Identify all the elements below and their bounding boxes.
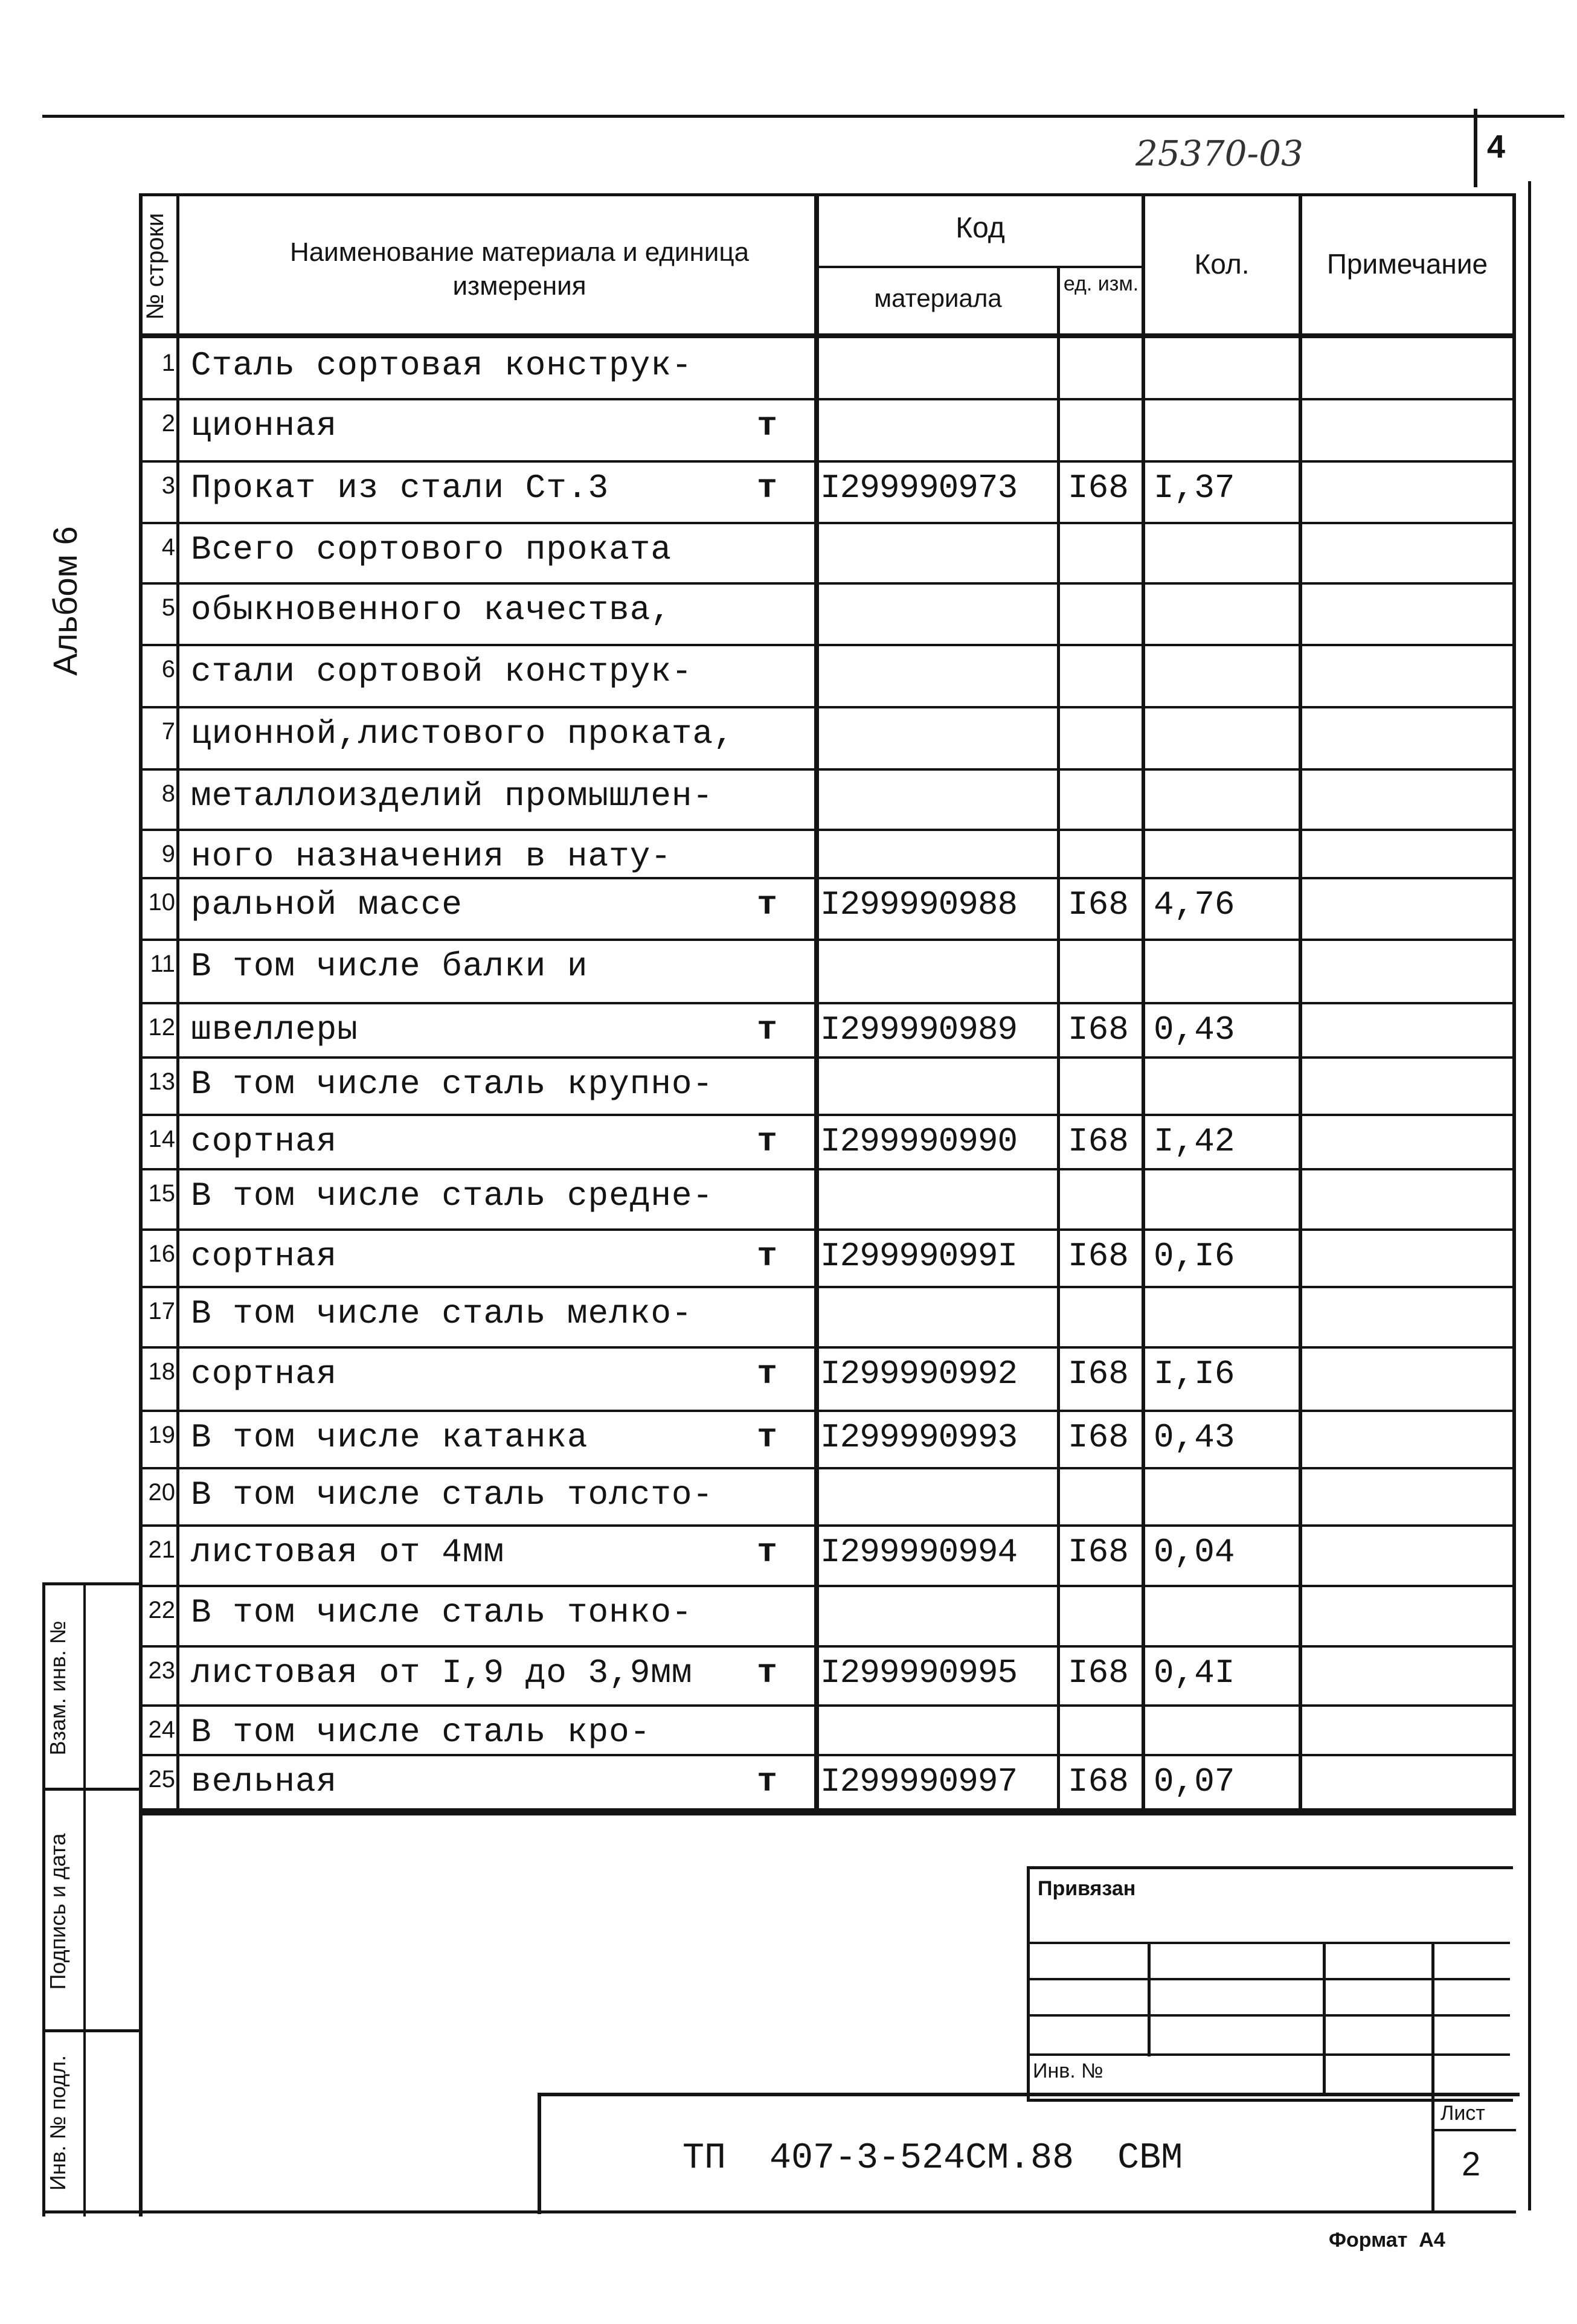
row-separator — [139, 1002, 1516, 1004]
format-label: Формат А4 — [1329, 2229, 1445, 2252]
table-row — [139, 1172, 1516, 1220]
material-code: I299990993 — [820, 1418, 1018, 1457]
table-row — [139, 832, 1516, 881]
material-name: металлоизделий промышлен- — [191, 777, 714, 815]
material-name: В том числе сталь мелко- — [191, 1294, 693, 1333]
material-code: I299990995 — [820, 1654, 1018, 1692]
material-code: I299990988 — [820, 885, 1018, 924]
right-edge-line — [1528, 181, 1531, 2210]
table-row — [139, 1289, 1516, 1338]
table-row — [139, 772, 1516, 820]
unit: т — [757, 1010, 777, 1049]
quantity: I,I6 — [1154, 1355, 1235, 1393]
materials-table — [139, 193, 1516, 1812]
material-name: В том числе катанка — [191, 1418, 588, 1457]
row-number: 23 — [148, 1657, 175, 1684]
quantity: 0,07 — [1154, 1762, 1235, 1801]
row-separator — [139, 460, 1516, 463]
table-row — [139, 1117, 1516, 1166]
row-separator — [139, 1754, 1516, 1756]
material-name: В том числе балки и — [191, 947, 588, 986]
col-header-note: Примечание — [1326, 248, 1488, 280]
sheet-label: Лист — [1440, 2102, 1485, 2125]
row-separator — [139, 1346, 1516, 1349]
row-number: 19 — [148, 1422, 175, 1448]
quantity: 0,I6 — [1154, 1237, 1235, 1276]
row-separator — [139, 1168, 1516, 1170]
row-number: 14 — [148, 1126, 175, 1152]
stamp-strip-sep-1 — [42, 1582, 139, 1585]
sheet-number: 2 — [1462, 2145, 1481, 2183]
material-name: стали сортовой конструк- — [191, 652, 693, 691]
table-row — [139, 1649, 1516, 1697]
table-row — [139, 1471, 1516, 1519]
material-name: ционная — [191, 406, 338, 445]
material-name: Всего сортового проката — [191, 530, 672, 569]
quantity: 0,43 — [1154, 1418, 1235, 1457]
row-separator — [139, 706, 1516, 708]
unit-code: I68 — [1068, 1122, 1129, 1161]
row-number: 8 — [161, 780, 175, 807]
stamp-replaced-inv: Взам. инв. № — [45, 1620, 70, 1756]
table-row — [139, 464, 1516, 512]
row-number: 15 — [148, 1180, 175, 1207]
unit: т — [757, 1533, 777, 1571]
table-row — [139, 1232, 1516, 1280]
material-name: ральной массе — [191, 885, 463, 924]
material-name: вельная — [191, 1762, 338, 1801]
unit: т — [757, 1418, 777, 1457]
col-header-unit-code: ед. изм. — [1063, 272, 1139, 295]
row-separator — [139, 1228, 1516, 1231]
unit-code: I68 — [1068, 1237, 1129, 1276]
top-rule — [42, 115, 1564, 118]
table-row — [139, 1708, 1516, 1756]
material-name: обыкновенного качества, — [191, 591, 672, 629]
material-name: сортная — [191, 1237, 338, 1276]
unit-code: I68 — [1068, 1762, 1129, 1801]
table-row — [139, 647, 1516, 696]
row-number: 25 — [148, 1766, 175, 1793]
row-number: 7 — [161, 718, 175, 745]
unit-code: I68 — [1068, 1533, 1129, 1571]
unit: т — [757, 469, 777, 507]
table-row — [139, 402, 1516, 450]
material-name: швеллеры — [191, 1010, 358, 1049]
row-separator — [139, 1410, 1516, 1412]
document-code: ТП 407-3-524СМ.88 СВМ — [683, 2138, 1183, 2179]
album-label: Альбом 6 — [46, 526, 84, 676]
row-number: 5 — [161, 594, 175, 621]
material-code: I299990997 — [820, 1762, 1018, 1801]
quantity: I,37 — [1154, 469, 1235, 507]
unit: т — [757, 885, 777, 924]
material-name: Прокат из стали Ст.3 — [191, 469, 609, 507]
unit-code: I68 — [1068, 469, 1129, 507]
unit: т — [757, 406, 777, 445]
table-row — [139, 1757, 1516, 1806]
material-name: В том числе сталь крупно- — [191, 1065, 714, 1103]
row-separator — [139, 1114, 1516, 1116]
row-separator — [139, 1585, 1516, 1587]
material-name: сортная — [191, 1122, 338, 1161]
row-number: 20 — [148, 1479, 175, 1506]
table-row — [139, 1350, 1516, 1398]
stamp-strip-inner — [83, 1582, 86, 2216]
stamp-signature-date: Подпись и дата — [45, 1833, 70, 1990]
row-separator — [139, 877, 1516, 879]
row-number: 12 — [148, 1014, 175, 1041]
row-number: 3 — [161, 472, 175, 499]
row-number: 4 — [161, 534, 175, 560]
title-block-top — [139, 1812, 1516, 1815]
row-separator — [139, 582, 1516, 585]
inv-label: Инв. № — [1033, 2059, 1103, 2082]
table-row — [139, 1006, 1516, 1054]
table-row — [139, 586, 1516, 634]
unit: т — [757, 1654, 777, 1692]
row-separator — [139, 768, 1516, 771]
material-code: I299990989 — [820, 1010, 1018, 1049]
row-separator — [139, 644, 1516, 646]
unit: т — [757, 1237, 777, 1276]
row-number: 11 — [150, 951, 175, 977]
row-separator — [139, 1467, 1516, 1469]
col-header-material-code: материала — [874, 284, 1002, 312]
unit-code: I68 — [1068, 1010, 1129, 1049]
row-number: 9 — [161, 841, 175, 867]
material-name: В том числе сталь тонко- — [191, 1593, 693, 1632]
row-number: 16 — [148, 1241, 175, 1267]
row-separator — [139, 398, 1516, 400]
row-separator — [139, 522, 1516, 524]
table-row — [139, 881, 1516, 929]
row-separator — [139, 1524, 1516, 1527]
col-header-code-group: Код — [956, 212, 1005, 244]
table-row — [139, 1413, 1516, 1462]
row-number: 17 — [148, 1298, 175, 1324]
unit-code: I68 — [1068, 1654, 1129, 1692]
row-separator — [139, 1808, 1516, 1811]
row-number: 18 — [148, 1358, 175, 1385]
table-row — [139, 942, 1516, 990]
corner-box-divider — [1474, 109, 1477, 187]
quantity: 0,43 — [1154, 1010, 1235, 1049]
material-name: листовая от 4мм — [191, 1533, 505, 1571]
row-number: 24 — [148, 1716, 175, 1743]
quantity: 4,76 — [1154, 885, 1235, 924]
unit-code: I68 — [1068, 885, 1129, 924]
material-name: В том числе сталь кро- — [191, 1713, 651, 1751]
table-row — [139, 1528, 1516, 1576]
unit: т — [757, 1762, 777, 1801]
table-row — [139, 525, 1516, 574]
stamp-inv-original: Инв. № подл. — [45, 2055, 70, 2191]
row-number: 21 — [148, 1536, 175, 1563]
col-header-row-no: № строки — [142, 213, 169, 320]
row-number: 13 — [148, 1068, 175, 1095]
material-code: I299990994 — [820, 1533, 1018, 1571]
material-name: листовая от I,9 до 3,9мм — [191, 1654, 693, 1692]
row-number: 1 — [161, 350, 175, 376]
material-code: I29999099I — [820, 1237, 1018, 1276]
bottom-rule — [42, 2210, 1516, 2213]
material-name: сортная — [191, 1355, 338, 1393]
material-name: В том числе сталь толсто- — [191, 1475, 714, 1514]
attached-label: Привязан — [1038, 1877, 1136, 1900]
material-name: ционной,листового проката, — [191, 714, 734, 753]
row-separator — [139, 829, 1516, 831]
material-name: Сталь сортовая конструк- — [191, 346, 693, 385]
material-name: ного назначения в нату- — [191, 837, 672, 876]
material-code: I299990992 — [820, 1355, 1018, 1393]
table-row — [139, 1588, 1516, 1637]
unit: т — [757, 1122, 777, 1161]
row-separator — [139, 939, 1516, 941]
row-separator — [139, 1286, 1516, 1288]
corner-number: 4 — [1487, 129, 1506, 165]
row-number: 6 — [161, 656, 175, 682]
material-name: В том числе сталь средне- — [191, 1176, 714, 1215]
quantity: 0,04 — [1154, 1533, 1235, 1571]
quantity: 0,4I — [1154, 1654, 1235, 1692]
row-number: 10 — [148, 889, 175, 916]
table-row — [139, 710, 1516, 758]
unit: т — [757, 1355, 777, 1393]
unit-code: I68 — [1068, 1355, 1129, 1393]
stamp-strip-sep-2 — [42, 1788, 139, 1791]
row-separator — [139, 1056, 1516, 1059]
table-row — [139, 1060, 1516, 1108]
row-number: 2 — [161, 410, 175, 437]
row-separator — [139, 1704, 1516, 1707]
handwritten-number: 25370-03 — [1135, 133, 1303, 174]
row-separator — [139, 1645, 1516, 1648]
col-header-qty: Кол. — [1194, 248, 1250, 280]
col-header-name: Наименование материала и единица измерения — [289, 237, 750, 301]
material-code: I299990990 — [820, 1122, 1018, 1161]
table-row — [139, 341, 1516, 390]
material-code: I299990973 — [820, 469, 1018, 507]
row-number: 22 — [148, 1597, 175, 1623]
unit-code: I68 — [1068, 1418, 1129, 1457]
quantity: I,42 — [1154, 1122, 1235, 1161]
